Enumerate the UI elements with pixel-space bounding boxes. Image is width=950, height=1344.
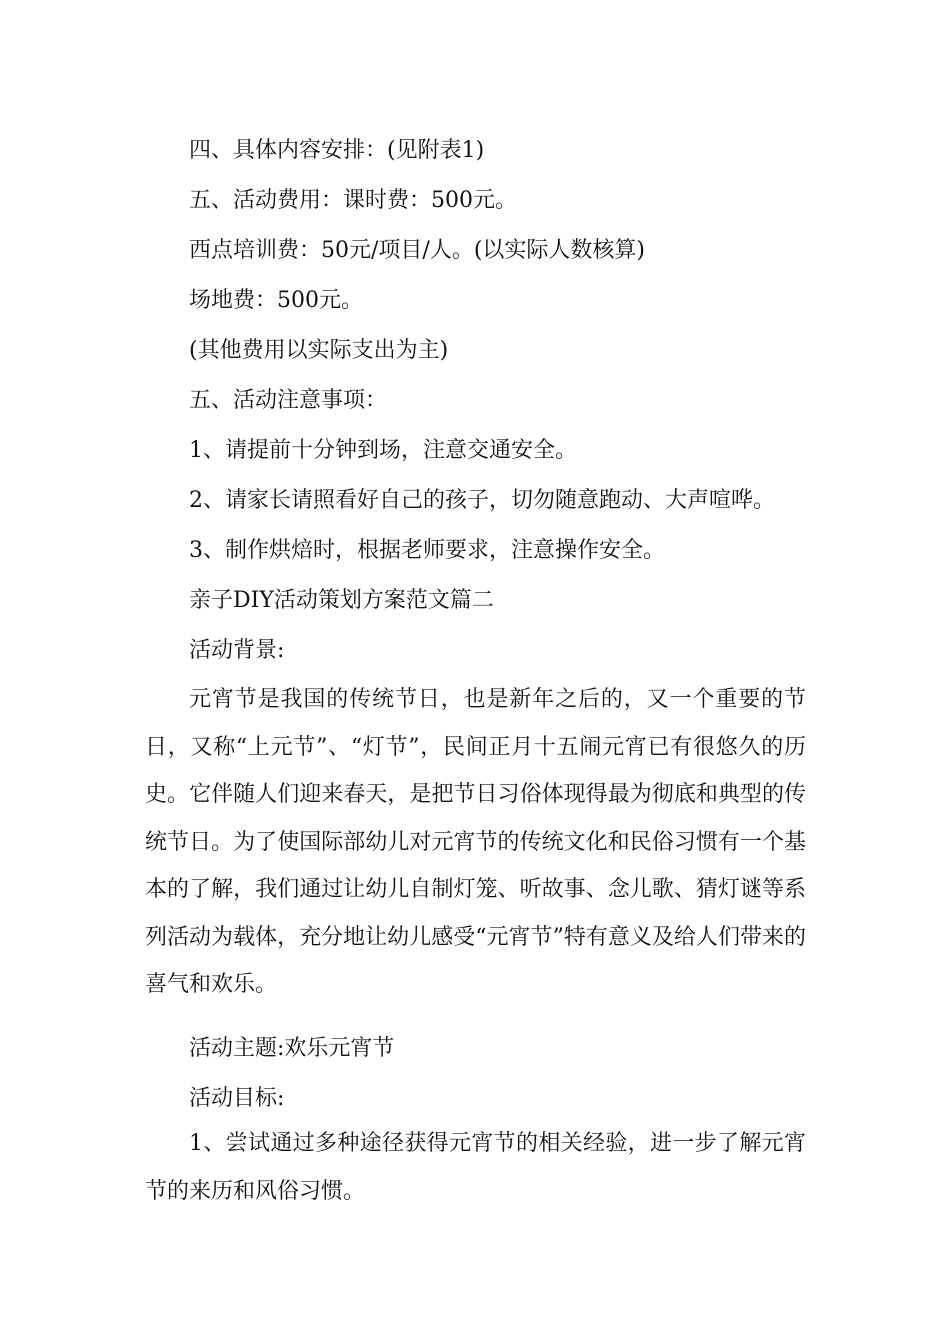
- section-content-arrangement: 四、具体内容安排：(见附表1): [189, 138, 485, 163]
- background-paragraph: 元宵节是我国的传统节日，也是新年之后的，又一个重要的节日，又称“上元节”、“灯节”，民间正月十五闹元宵已有很悠久的历史。它伴随人们迎来春天，是把节日习俗体现得最为彻底和典型的传统节日。为了使国际部幼儿对元宵节的传统文化和民俗习惯有一个基本的了解，我们通过让幼儿自制灯笼、听故事、念儿歌、猜灯谜等系列活动为载体，充分地让幼儿感受“元宵节”特有意义及给人们带来的喜气和欢乐。: [145, 687, 806, 997]
- goal-paragraph: 1、尝试通过多种途径获得元宵节的相关经验，进一步了解元宵节的来历和风俗习惯。: [145, 1131, 806, 1204]
- fee-baking-training: 西点培训费：50元/项目/人。(以实际人数核算): [189, 238, 645, 263]
- theme-line: 活动主题:欢乐元宵节: [189, 1036, 395, 1061]
- note-item-1: 1、请提前十分钟到场，注意交通安全。: [189, 438, 577, 463]
- fee-other-note: (其他费用以实际支出为主): [189, 338, 449, 363]
- section-notes-heading: 五、活动注意事项：: [189, 388, 388, 413]
- section-activity-fees: 五、活动费用：课时费：500元。: [189, 188, 517, 213]
- background-heading: 活动背景:: [189, 638, 285, 663]
- goal-heading: 活动目标:: [189, 1086, 285, 1111]
- article-title: 亲子DIY活动策划方案范文篇二: [189, 588, 494, 613]
- fee-venue: 场地费：500元。: [189, 288, 363, 313]
- note-item-3: 3、制作烘焙时，根据老师要求，注意操作安全。: [189, 538, 665, 563]
- note-item-2: 2、请家长请照看好自己的孩子，切勿随意跑动、大声喧哗。: [189, 488, 775, 513]
